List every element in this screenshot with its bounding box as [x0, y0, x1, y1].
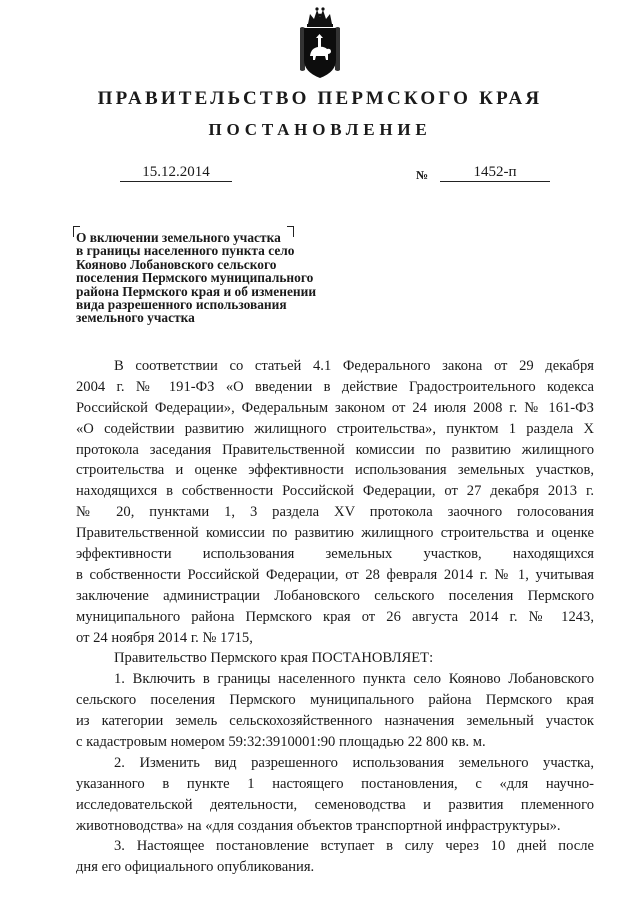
subject-line: земельного участка: [76, 310, 195, 326]
text-line: 2. Изменить вид разрешенного использования земельного участка,: [114, 754, 594, 771]
text-line: от 24 ноября 2014 г. № 1715,: [76, 629, 253, 646]
text-line: эффективности использования земельных участков, находящихся: [76, 546, 594, 563]
text-line: из категории земель сельскохозяйственного назначения земельный участок: [76, 713, 594, 730]
text-line: протокола заседания Правительственной комиссии по развитию жилищного: [76, 441, 594, 458]
organization-title: ПРАВИТЕЛЬСТВО ПЕРМСКОГО КРАЯ: [97, 88, 543, 109]
subject-line: в границы населенного пункта село: [76, 243, 295, 259]
text-line: 2004 г. № 191-ФЗ «О введении в действие Градостроительного кодекса: [76, 378, 594, 395]
text-line: № 20, пунктами 1, 3 раздела XV протокола заочного голосования: [76, 504, 594, 521]
document-number: 1452-п: [440, 163, 550, 182]
text-line: муниципального района Пермского края от 26 августа 2014 г. № 1243,: [76, 608, 594, 625]
text-line: сельского поселения Пермского муниципального района Пермского края: [76, 692, 594, 709]
text-line: в собственности Российской Федерации, от 28 февраля 2014 г. № 1, учитывая: [76, 566, 594, 583]
subject-line: Кояново Лобановского сельского: [76, 256, 277, 272]
text-line: Российской Федерации», Федеральным законом от 24 июля 2008 г. № 161-ФЗ: [76, 399, 594, 416]
decree-paragraph: [76, 648, 594, 669]
item-1-paragraph: [76, 669, 594, 753]
document-body: [76, 356, 594, 878]
item-3-paragraph: [76, 836, 594, 878]
coat-of-arms-icon: [296, 6, 344, 80]
document-date: 15.12.2014: [120, 163, 232, 182]
preamble-paragraph: [76, 356, 594, 648]
text-line: строительства и оценке эффективности использования земельных участков,: [76, 462, 594, 479]
text-line: указанного в пункте 1 настоящего постановления, с «для научно-: [76, 775, 594, 792]
text-line: животноводства» на «для создания объектов транспортной инфраструктуры».: [76, 817, 561, 834]
text-line: заключение администрации Лобановского сельского поселения Пермского: [76, 587, 594, 604]
document-type-title: ПОСТАНОВЛЕНИЕ: [208, 120, 432, 139]
text-line: находящихся в собственности Российской Федерации, от 27 декабря 2013 г.: [76, 483, 594, 500]
document-subject: [76, 231, 366, 325]
text-line: дня его официального опубликования.: [76, 859, 315, 876]
text-line: с кадастровым номером 59:32:3910001:90 площадью 22 800 кв. м.: [76, 734, 486, 751]
subject-line: вида разрешенного использования: [76, 297, 287, 313]
text-line: 1. Включить в границы населенного пункта село Кояново Лобановского: [114, 671, 594, 688]
text-line: исследовательской деятельности, семеноводства и развития племенного: [76, 796, 594, 813]
text-line: В соответствии со статьей 4.1 Федерального закона от 29 декабря: [114, 358, 594, 374]
item-2-paragraph: [76, 753, 594, 837]
text-line: 3. Настоящее постановление вступает в силу через 10 дней после: [114, 838, 594, 855]
decree-line: Правительство Пермского края ПОСТАНОВЛЯЕТ:: [114, 650, 434, 667]
text-line: «О содействии развитию жилищного строительства», пунктом 1 раздела X: [76, 420, 594, 437]
text-line: Правительственной комиссии по развитию жилищного строительства и оценке: [76, 525, 594, 542]
subject-line: поселения Пермского муниципального: [76, 270, 314, 286]
number-sign: №: [416, 168, 429, 182]
subject-line: О включении земельного участка: [76, 230, 281, 245]
subject-line: района Пермского края и об изменении: [76, 283, 317, 299]
